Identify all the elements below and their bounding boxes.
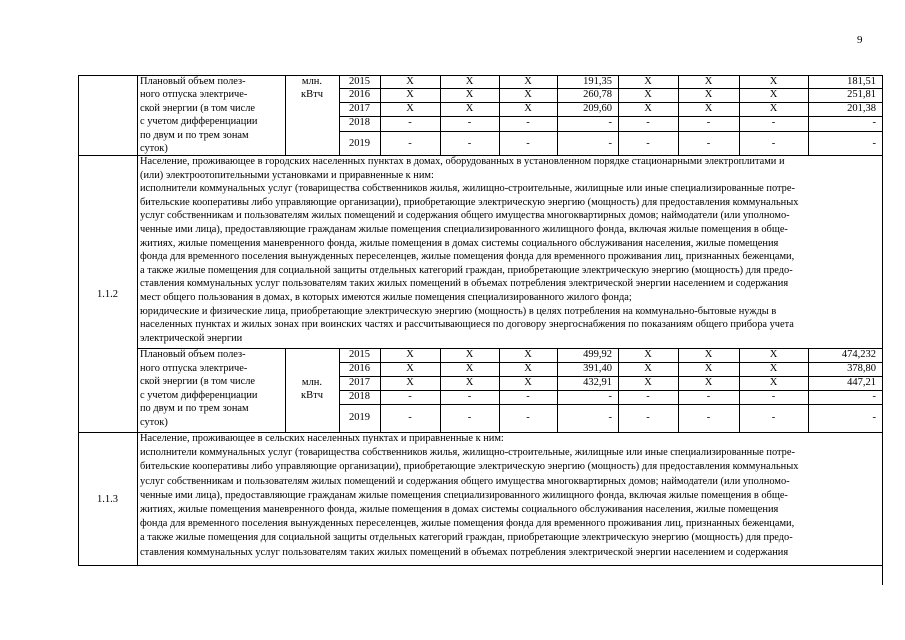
value-cell: - bbox=[408, 117, 412, 128]
value-cell: X bbox=[704, 89, 713, 100]
year-cell: 2017 bbox=[349, 377, 370, 388]
value-cell: X bbox=[465, 377, 474, 388]
value-cell: 474,232 bbox=[841, 349, 876, 360]
value-cell: X bbox=[406, 89, 414, 100]
text-line: электрической энергии bbox=[140, 332, 243, 344]
value-cell: - bbox=[646, 117, 650, 128]
value-cell: - bbox=[872, 391, 876, 402]
text-line: населенных пунктах и жилых зонах при воинских частях и рассчитывающиеся по договору энергоснабжения по показаниям общего прибора учета bbox=[140, 319, 794, 331]
column-rule bbox=[882, 75, 883, 585]
value-cell: X bbox=[644, 349, 652, 360]
label-line: ного отпуска электриче- bbox=[140, 362, 248, 374]
value-cell: - bbox=[646, 138, 650, 149]
text-line: услуг собственникам и пользователям жилых помещений и содержания общего имущества многоквартирных домов; наймодатели (или уполномо- bbox=[140, 210, 790, 222]
year-cell: 2017 bbox=[349, 103, 370, 114]
text-line: а также жилые помещения для социальной защиты отдельных категорий граждан, приобретающие электрическую энергию (мощность) для предо- bbox=[140, 264, 793, 276]
value-cell: - bbox=[771, 391, 776, 402]
text-line: исполнители коммунальных услуг (товарищества собственников жилья, жилищно-строительные, жилищные или иные специализированные потре- bbox=[140, 447, 795, 459]
value-cell: X bbox=[524, 89, 532, 100]
text-line: житиях, жилые помещения маневренного фонда, жилые помещения в домах системы социального обслуживания населения, жилые помещения bbox=[140, 237, 779, 249]
value-cell: X bbox=[769, 349, 778, 360]
value-cell: X bbox=[524, 76, 532, 87]
value-cell: 391,40 bbox=[583, 363, 612, 374]
year-cell: 2016 bbox=[349, 89, 370, 100]
value-cell: X bbox=[524, 363, 532, 374]
label-line: по двум и по трем зонам bbox=[140, 129, 249, 141]
label-line: по двум и по трем зонам bbox=[140, 403, 249, 415]
value-cell: X bbox=[644, 76, 652, 87]
value-cell: 201,38 bbox=[847, 103, 876, 114]
value-cell: X bbox=[704, 363, 713, 374]
text-line: фонда для временного поселения вынужденных переселенцев, жилые помещения фонда для временного проживания лиц, признанных беженцами, bbox=[140, 518, 795, 530]
bottom-rule bbox=[78, 565, 882, 566]
value-cell: - bbox=[706, 391, 711, 402]
value-cell: - bbox=[608, 117, 612, 128]
value-cell: - bbox=[467, 138, 472, 149]
value-cell: - bbox=[408, 391, 412, 402]
value-cell: - bbox=[408, 412, 412, 423]
label-line: ской энергии (в том числе bbox=[140, 376, 256, 388]
text-line: (или) электроотопительными установками и приравненные к ним: bbox=[140, 169, 434, 181]
value-cell: X bbox=[769, 76, 778, 87]
value-cell: - bbox=[526, 391, 530, 402]
year-cell: 2016 bbox=[349, 363, 370, 374]
row-label bbox=[137, 75, 285, 155]
row-code: 1.1.2 bbox=[97, 289, 118, 300]
text-line: а также жилые помещения для социальной защиты отдельных категорий граждан, приобретающие электрическую энергию (мощность) для предо- bbox=[140, 532, 793, 544]
value-cell: - bbox=[706, 138, 711, 149]
value-cell: X bbox=[524, 377, 532, 388]
year-cell: 2019 bbox=[349, 138, 370, 149]
value-cell: X bbox=[769, 377, 778, 388]
label-line: ской энергии (в том числе bbox=[140, 102, 256, 114]
value-cell: X bbox=[769, 89, 778, 100]
value-cell: - bbox=[706, 117, 711, 128]
value-cell: - bbox=[872, 138, 876, 149]
text-line: мест общего пользования в домах, в которых имеются жилые помещения специализированного жилого фонда; bbox=[140, 291, 632, 303]
value-cell: X bbox=[465, 349, 474, 360]
year-cell: 2019 bbox=[349, 412, 370, 423]
text-line: фонда для временного поселения вынужденных переселенцев, жилые помещения фонда для временного проживания лиц, признанных беженцами, bbox=[140, 251, 795, 263]
value-cell: - bbox=[771, 412, 776, 423]
text-line: Население, проживающее в городских населенных пунктах в домах, оборудованных в установленном порядке стационарными электроплитами и bbox=[140, 156, 785, 167]
column-rule bbox=[78, 75, 79, 155]
text-line: Население, проживающее в сельских населенных пунктах и приравненные к ним: bbox=[140, 433, 504, 444]
text-line: ставления коммунальных услуг пользователям таких жилых помещений в объемах потребления электрической энергии населением и содержания bbox=[140, 546, 789, 558]
label-line: ного отпуска электриче- bbox=[140, 89, 248, 101]
value-cell: - bbox=[467, 412, 472, 423]
value-cell: X bbox=[644, 89, 652, 100]
value-cell: X bbox=[704, 103, 713, 114]
value-cell: X bbox=[704, 377, 713, 388]
value-cell: - bbox=[608, 412, 612, 423]
year-cell: 2015 bbox=[349, 76, 370, 87]
text-line: бительские кооперативы либо управляющие организации), приобретающие электрическую энергию (мощность) для предоставления коммунальных bbox=[140, 461, 799, 473]
label-line: Плановый объем полез- bbox=[140, 349, 246, 360]
row-code: 1.1.3 bbox=[97, 494, 118, 505]
value-cell: X bbox=[406, 349, 414, 360]
unit-line: кВтч bbox=[301, 89, 323, 100]
page-number: 9 bbox=[857, 34, 863, 46]
value-cell: X bbox=[406, 377, 414, 388]
value-cell: X bbox=[769, 103, 778, 114]
text-line: юридические и физические лица, приобретающие электрическую энергию (мощность) в целях потребления на коммунально-бытовые нужды в bbox=[140, 305, 777, 317]
value-cell: X bbox=[644, 103, 652, 114]
text-line: ченные ими лица), предоставляющие гражданам жилые помещения специализированного жилищного фонда, включая жилые помещения в обще- bbox=[140, 489, 788, 501]
value-cell: - bbox=[526, 412, 530, 423]
unit-line: млн. bbox=[301, 76, 323, 87]
value-cell: X bbox=[406, 363, 414, 374]
value-cell: - bbox=[467, 117, 472, 128]
label-line: суток) bbox=[140, 416, 168, 428]
value-cell: X bbox=[406, 103, 414, 114]
value-cell: - bbox=[771, 117, 776, 128]
text-line: ченные ими лица), предоставляющие гражданам жилые помещения специализированного жилищного фонда, включая жилые помещения в обще- bbox=[140, 223, 788, 235]
row-description bbox=[137, 432, 882, 566]
value-cell: 499,92 bbox=[583, 349, 612, 360]
value-cell: - bbox=[526, 117, 530, 128]
text-line: бительские кооперативы либо управляющие организации), приобретающие электрическую энергию (мощность) для предоставления коммунальных bbox=[140, 196, 799, 208]
year-cell: 2018 bbox=[349, 391, 370, 402]
value-cell: - bbox=[526, 138, 530, 149]
value-cell: X bbox=[406, 76, 414, 87]
value-cell: - bbox=[608, 391, 612, 402]
value-cell: - bbox=[646, 391, 650, 402]
value-cell: X bbox=[644, 377, 652, 388]
value-cell: - bbox=[646, 412, 650, 423]
value-cell: 447,21 bbox=[847, 377, 876, 388]
value-cell: - bbox=[872, 117, 876, 128]
value-cell: X bbox=[524, 103, 532, 114]
value-cell: X bbox=[704, 76, 713, 87]
value-cell: X bbox=[769, 363, 778, 374]
row-label bbox=[137, 348, 285, 432]
value-cell: - bbox=[608, 138, 612, 149]
value-cell: - bbox=[771, 138, 776, 149]
value-cell: - bbox=[706, 412, 711, 423]
unit-line: млн. bbox=[301, 377, 323, 388]
year-cell: 2018 bbox=[349, 117, 370, 128]
value-cell: - bbox=[467, 391, 472, 402]
text-line: ставления коммунальных услуг пользователям таких жилых помещений в объемах потребления электрической энергии населением и содержания bbox=[140, 278, 789, 290]
value-cell: - bbox=[872, 412, 876, 423]
value-cell: 181,51 bbox=[847, 76, 876, 87]
value-cell: X bbox=[524, 349, 532, 360]
value-cell: X bbox=[644, 363, 652, 374]
value-cell: 260,78 bbox=[583, 89, 612, 100]
label-line: с учетом дифференциации bbox=[140, 116, 258, 128]
text-line: исполнители коммунальных услуг (товарищества собственников жилья, жилищно-строительные, жилищные или иные специализированные потре- bbox=[140, 183, 795, 195]
value-cell: X bbox=[704, 349, 713, 360]
column-rule bbox=[882, 348, 883, 432]
value-cell: 251,81 bbox=[847, 89, 876, 100]
value-cell: 209,60 bbox=[583, 103, 612, 114]
value-cell: 191,35 bbox=[583, 76, 612, 87]
unit-label bbox=[285, 376, 339, 406]
unit-line: кВтч bbox=[301, 390, 323, 401]
value-cell: X bbox=[465, 103, 474, 114]
label-line: суток) bbox=[140, 143, 168, 155]
text-line: услуг собственникам и пользователям жилых помещений и содержания общего имущества многоквартирных домов; наймодатели (или уполномо- bbox=[140, 475, 790, 487]
value-cell: - bbox=[408, 138, 412, 149]
text-line: житиях, жилые помещения маневренного фонда, жилые помещения в домах системы социального обслуживания населения, жилые помещения bbox=[140, 504, 779, 516]
row-description bbox=[137, 155, 882, 348]
value-cell: 378,80 bbox=[847, 363, 876, 374]
value-cell: X bbox=[465, 76, 474, 87]
label-line: с учетом дифференциации bbox=[140, 389, 258, 401]
year-cell: 2015 bbox=[349, 349, 370, 360]
label-line: Плановый объем полез- bbox=[140, 76, 246, 87]
unit-label bbox=[285, 75, 339, 105]
value-cell: X bbox=[465, 363, 474, 374]
value-cell: X bbox=[465, 89, 474, 100]
value-cell: 432,91 bbox=[583, 377, 612, 388]
